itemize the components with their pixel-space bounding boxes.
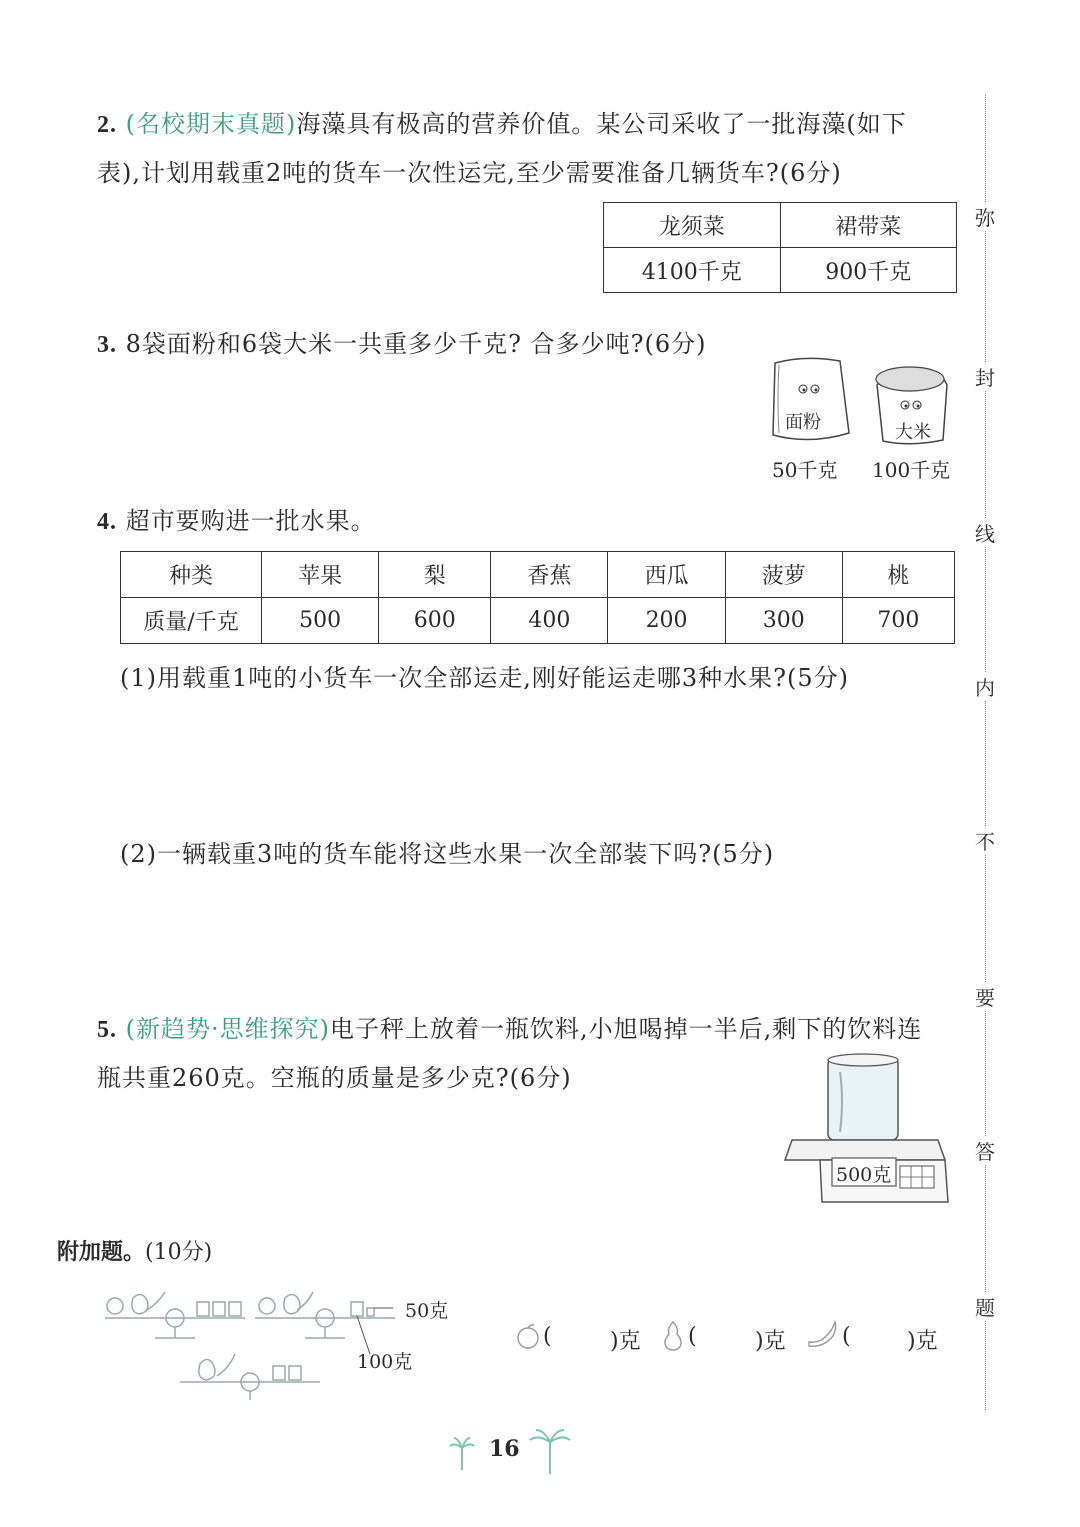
- rice-weight: 100千克: [872, 458, 951, 482]
- table-cell: 500: [262, 598, 379, 644]
- sub-question-2: (2)一辆载重3吨的货车能将这些水果一次全部装下吗?(5分): [120, 840, 775, 868]
- balance-scale-3: [180, 1354, 320, 1400]
- table-cell: 900千克: [780, 248, 957, 293]
- answer-left-paren: (: [543, 1324, 552, 1349]
- table-header: 龙须菜: [604, 203, 781, 248]
- pear-icon: [660, 1318, 686, 1352]
- seal-char: 要: [971, 982, 999, 1011]
- banana-icon: [805, 1318, 839, 1352]
- seal-char: 答: [971, 1136, 999, 1165]
- balance-scale-2: [255, 1292, 395, 1354]
- table-cell: 700: [842, 598, 954, 644]
- question-4: [97, 497, 376, 546]
- question-2: [97, 100, 967, 197]
- question-3: [97, 320, 707, 369]
- label-50g: 50克: [405, 1300, 449, 1322]
- answer-blank[interactable]: [854, 1322, 904, 1350]
- seal-char: 线: [971, 518, 999, 547]
- sub-question-1: (1)用载重1吨的小货车一次全部运走,刚好能运走哪3种水果?(5分): [120, 664, 850, 692]
- flour-weight: 50千克: [772, 458, 838, 482]
- question-number: 3.: [97, 332, 117, 358]
- table-header: 种类: [121, 552, 262, 598]
- answer-unit: )克: [755, 1329, 786, 1354]
- table-cell: 桃: [842, 552, 954, 598]
- question-text-line1: 电子秤上放着一瓶饮料,小旭喝掉一半后,剩下的饮料连: [330, 1015, 923, 1043]
- question-text-line2: 瓶共重260克。空瓶的质量是多少克?(6分): [97, 1064, 572, 1092]
- question-number: 4.: [97, 509, 117, 535]
- question-tag: (新趋势·思维探究): [125, 1015, 330, 1043]
- table-cell: 香蕉: [491, 552, 608, 598]
- question-number: 5.: [97, 1017, 117, 1043]
- bonus-question: [57, 1235, 212, 1266]
- table-cell: 西瓜: [608, 552, 725, 598]
- question-number: 2.: [97, 112, 117, 138]
- answer-blank[interactable]: [555, 1322, 605, 1350]
- answer-unit: )克: [610, 1329, 641, 1354]
- pear-answer: [660, 1318, 686, 1358]
- banana-answer: [805, 1318, 839, 1358]
- table-header: 裙带菜: [780, 203, 957, 248]
- table-cell: 600: [379, 598, 491, 644]
- label-100g: 100克: [357, 1351, 413, 1373]
- question-text: 超市要购进一批水果。: [125, 507, 376, 535]
- question-text-line2: 表),计划用载重2吨的货车一次性运完,至少需要准备几辆货车?(6分): [97, 159, 842, 187]
- table-cell: 菠萝: [725, 552, 842, 598]
- question-text: 8袋面粉和6袋大米一共重多少千克? 合多少吨?(6分): [125, 330, 707, 358]
- table-cell: 梨: [379, 552, 491, 598]
- seal-char: 弥: [971, 202, 999, 231]
- apple-answer: [515, 1322, 541, 1356]
- seal-char: 不: [971, 826, 999, 855]
- table-cell: 苹果: [262, 552, 379, 598]
- fruit-table: [120, 551, 955, 644]
- answer-left-paren: (: [842, 1324, 851, 1349]
- seal-char: 内: [971, 672, 999, 701]
- table-cell: 4100千克: [604, 248, 781, 293]
- seal-char: 题: [971, 1292, 999, 1321]
- balance-scales-illustration: [95, 1282, 405, 1402]
- answer-unit: )克: [907, 1329, 938, 1354]
- table-cell: 300: [725, 598, 842, 644]
- seal-char: 封: [971, 362, 999, 391]
- answer-blank[interactable]: [700, 1322, 750, 1350]
- bonus-score: (10分): [145, 1240, 213, 1265]
- table-cell: 400: [491, 598, 608, 644]
- rice-label: 大米: [895, 422, 931, 443]
- balance-scale-1: [105, 1292, 245, 1338]
- seaweed-table: [603, 202, 957, 293]
- question-text-line1: 海藻具有极高的营养价值。某公司采收了一批海藻(如下: [296, 110, 907, 138]
- seal-dotted-line: [985, 95, 986, 1410]
- table-cell: 200: [608, 598, 725, 644]
- question-tag: (名校期末真题): [125, 110, 297, 138]
- table-header: 质量/千克: [121, 598, 262, 644]
- flour-label: 面粉: [785, 412, 821, 433]
- scale-reading: 500克: [836, 1164, 892, 1186]
- page-number: 16: [489, 1436, 520, 1462]
- drink-can-icon: [828, 1054, 898, 1140]
- answer-left-paren: (: [688, 1324, 697, 1349]
- apple-icon: [515, 1322, 541, 1350]
- bonus-title: 附加题。: [57, 1240, 146, 1265]
